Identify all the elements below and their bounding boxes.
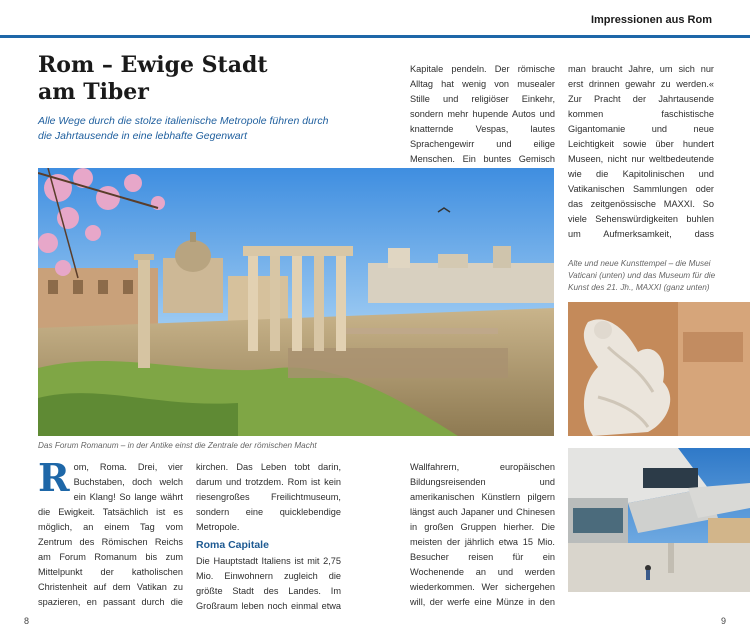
maxxi-illustration [568, 448, 750, 592]
text-column-2 [196, 460, 341, 610]
column-1-body: om, Roma. Drei, vier Buchstaben, doch welch ein Klang! So lange währt die Ewigkeit. Tatsächlich ist es möglich, an einem Tag vom Zentrum des Römischen Reichs am Forum Romanum bis zum Mittelpunkt der katholischen Christenheit auf dem Vatikan zu spazieren, en passant durch die [38, 462, 183, 607]
column-3-top-body: Kapitale pendeln. Der römische Alltag hat wenig von musealer Stille und religiöser Einkehr, sondern mehr hupende Autos und knatternde Vespas, lautes Sprachengewirr und eilige Menschen. Ein buntes Gemisch [410, 64, 555, 164]
forum-caption: Das Forum Romanum – in der Antike einst die Zentrale der römischen Macht [38, 441, 317, 450]
vatican-statue-photo [568, 302, 750, 436]
text-column-3-top [410, 62, 555, 166]
maxxi-museum-photo [568, 448, 750, 592]
text-column-3-bottom [410, 460, 555, 610]
title-line-1: Rom – Ewige Stadt [38, 52, 268, 78]
article-intro: Alle Wege durch die stolze italienische Metropole führen durch die Jahrtausende in eine lebhafte Gegenwart [38, 115, 329, 142]
forum-romanum-illustration [38, 168, 554, 436]
statue-illustration [568, 302, 750, 436]
header-rule [0, 35, 750, 38]
title-line-2: am Tiber [38, 79, 149, 105]
section-label: Impressionen aus Rom [590, 14, 712, 26]
subhead-roma-capitale: Roma Capitale [196, 539, 269, 551]
text-column-4 [568, 62, 714, 244]
page-number-right: 9 [720, 616, 726, 626]
museums-caption: Alte und neue Kunsttempel – die Musei Vaticani (unten) und das Museum für die Kunst des 21. Jh., MAXXI (ganz unten) [568, 259, 716, 292]
page-number-left: 8 [24, 616, 30, 626]
column-3-bottom-body: Wallfahrern, europäischen Bildungsreisenden und amerikanischen Künstlern pilgern längst auch Japaner und Chinesen in großen Gruppen hierher. Die meisten der jährlich etwa 15 Mio. Besucher reisen für ein Wochenende an und werden wiederkommen. Wer sichergehen will, der werfe eine Münze in den [410, 462, 555, 607]
text-column-1 [38, 460, 183, 610]
column-4-body: man braucht Jahre, um sich nur erst drinnen gewahr zu werden.« Zur Pracht der Jahrtausende kommen faschistische Gigantomanie und neue Leichtigkeit sowie über hundert Museen, nicht nur weltbedeutende wie die Kapitolinischen und Vatikanischen Sammlungen oder das zeitgenössische MAXXI. So viele Sehenswürdigkeiten buhlen um Aufmerksamkeit, dass [568, 64, 714, 239]
column-2-body-continued: Die Hauptstadt Italiens ist mit 2,75 Mio. Einwohnern zugleich die größte Stadt des Landes. Im Großraum leben noch einmal etwa [196, 556, 341, 610]
forum-romanum-photo [38, 168, 554, 436]
article-title [38, 52, 338, 106]
column-2-body: kirchen. Das Leben tobt darin, darum und trotzdem. Rom ist kein riesengroßes Freilichtmuseum, sondern eine quicklebendige Metropole. [196, 462, 341, 532]
drop-cap: R [38, 460, 70, 500]
